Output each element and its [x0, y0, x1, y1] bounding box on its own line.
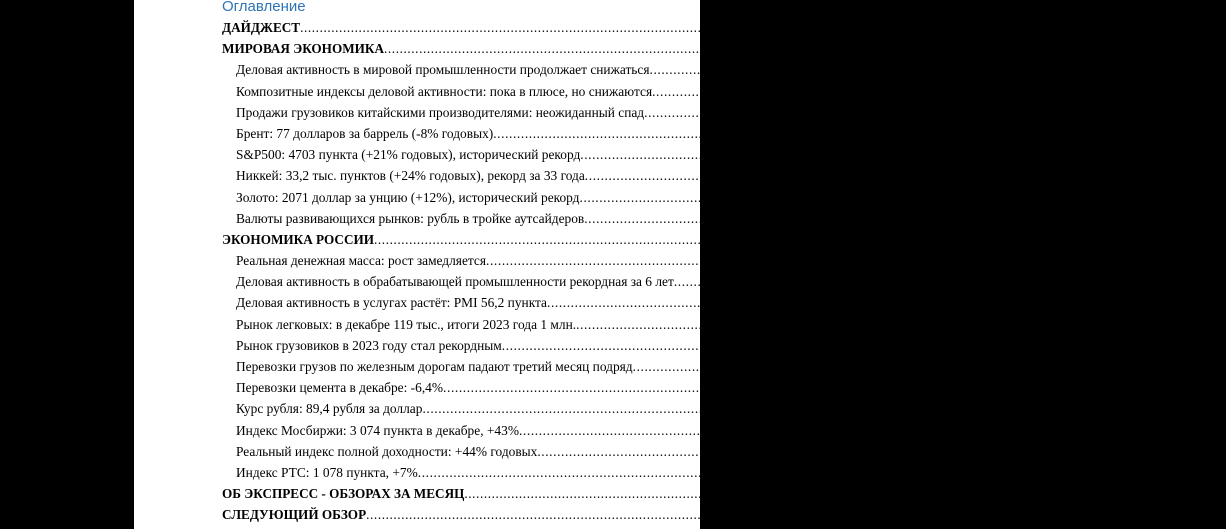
toc-entry[interactable]	[222, 420, 1072, 441]
toc-title: Оглавление	[222, 0, 306, 15]
dot-leader: ............................................................................................................................................	[384, 41, 930, 57]
table-of-contents	[222, 17, 1226, 526]
toc-entry[interactable]	[222, 102, 1197, 123]
toc-entry-text: Деловая активность в мировой промышленности продолжает снижаться	[236, 62, 650, 78]
dot-leader: ............................................................................................................................................	[547, 295, 1100, 311]
toc-entry[interactable]	[222, 335, 1055, 356]
toc-entry-text: ОБ ЭКСПРЕСС - ОБЗОРАХ ЗА МЕСЯЦ	[222, 486, 465, 502]
toc-entry[interactable]	[222, 314, 1129, 335]
dot-leader: ............................................................................................................................................	[443, 380, 996, 396]
dot-leader: ............................................................................................................................................	[580, 147, 1133, 163]
dot-leader: ............................................................................................................................................	[652, 83, 1205, 99]
toc-entry-text: Композитные индексы деловой активности: пока в плюсе, но снижаются	[236, 83, 653, 99]
dot-leader: ............................................................................................................................................	[486, 253, 1039, 269]
toc-entry-text: Рынок грузовиков в 2023 году стал рекордным	[236, 337, 502, 353]
dot-leader: ............................................................................................................................................	[374, 231, 920, 247]
toc-entry-text: Индекс РТС: 1 078 пункта, +7%	[236, 464, 418, 480]
toc-entry[interactable]	[222, 250, 1039, 271]
toc-entry[interactable]	[222, 229, 922, 250]
dot-leader: ............................................................................................................................................	[584, 168, 1138, 184]
toc-entry-text: Золото: 2071 доллар за унцию (+12%), исторический рекорд	[236, 189, 580, 205]
toc-entry[interactable]	[222, 504, 922, 525]
dot-leader: ............................................................................................................................................	[493, 125, 1046, 141]
toc-entry[interactable]	[222, 377, 996, 398]
toc-entry[interactable]	[222, 81, 1205, 102]
toc-entry-text: S&P500: 4703 пункта (+21% годовых), исторический рекорд	[236, 147, 581, 163]
toc-entry[interactable]	[222, 165, 1138, 186]
toc-entry[interactable]	[222, 38, 930, 59]
dot-leader: ............................................................................................................................................	[673, 274, 1226, 290]
toc-entry-text: Перевозки цемента в декабре: -6,4%	[236, 380, 444, 396]
dot-leader: ............................................................................................................................................	[464, 486, 1010, 502]
toc-entry-text: Деловая активность в услугах растёт: PMI 56,2 пункта	[236, 295, 547, 311]
toc-entry[interactable]	[222, 462, 971, 483]
toc-entry[interactable]	[222, 208, 1137, 229]
toc-entry-text: СЛЕДУЮЩИЙ ОБЗОР	[222, 507, 367, 523]
toc-entry-text: Реальная денежная масса: рост замедляется	[236, 253, 487, 269]
dot-leader: ............................................................................................................................................	[644, 104, 1197, 120]
dot-leader: ............................................................................................................................................	[649, 62, 1203, 78]
dot-leader: ............................................................................................................................................	[422, 401, 976, 417]
dot-leader: ............................................................................................................................................	[300, 20, 846, 35]
dot-leader: ............................................................................................................................................	[632, 359, 1186, 374]
toc-entry[interactable]	[222, 59, 1203, 80]
toc-entry-text: Курс рубля: 89,4 рубля за доллар	[236, 401, 423, 417]
toc-entry-text: Валюты развивающихся рынков: рубль в тройке аутсайдеров	[236, 210, 585, 226]
dot-leader: ............................................................................................................................................	[584, 210, 1137, 226]
toc-entry-text: МИРОВАЯ ЭКОНОМИКА	[222, 41, 384, 57]
toc-entry-text: Деловая активность в обрабатывающей промышленности рекордная за 6 лет	[236, 274, 674, 290]
toc-entry-text: Индекс Мосбиржи: 3 074 пункта в декабре, +43%	[236, 422, 519, 438]
dot-leader: ............................................................................................................................................	[537, 443, 1091, 459]
toc-entry-text: Реальный индекс полной доходности: +44% годовых	[236, 443, 538, 459]
toc-entry[interactable]	[222, 17, 922, 38]
dot-leader: ............................................................................................................................................	[501, 337, 1055, 353]
toc-entry[interactable]	[222, 398, 976, 419]
dot-leader: ............................................................................................................................................	[576, 316, 1129, 332]
toc-entry[interactable]	[222, 356, 1186, 377]
dot-leader: ............................................................................................................................................	[579, 189, 1133, 205]
toc-entry-text: Брент: 77 долларов за баррель (-8% годовых)	[236, 125, 494, 141]
toc-entry-text: ЭКОНОМИКА РОССИИ	[222, 231, 374, 247]
toc-entry[interactable]	[222, 441, 1091, 462]
dot-leader: ............................................................................................................................................	[518, 422, 1072, 438]
toc-entry[interactable]	[222, 271, 1226, 292]
toc-entry[interactable]	[222, 187, 1133, 208]
document-page	[134, 0, 1226, 529]
dot-leader: ............................................................................................................................................	[417, 464, 971, 480]
toc-entry[interactable]	[222, 144, 1133, 165]
toc-entry[interactable]	[222, 483, 1010, 504]
toc-entry-text: Перевозки грузов по железным дорогам падают третий месяц подряд	[236, 359, 633, 374]
toc-entry-text: Продажи грузовиков китайскими производителями: неожиданный спад	[236, 104, 645, 120]
toc-entry-text: Рынок легковых: в декабре 119 тыс., итоги 2023 года 1 млн.	[236, 316, 577, 332]
toc-entry-text: Никкей: 33,2 тыс. пунктов (+24% годовых), рекорд за 33 года	[236, 168, 585, 184]
toc-entry-text: ДАЙДЖЕСТ	[222, 20, 301, 35]
toc-entry[interactable]	[222, 123, 1046, 144]
dot-leader: ............................................................................................................................................	[366, 507, 912, 523]
toc-entry[interactable]	[222, 292, 1100, 313]
